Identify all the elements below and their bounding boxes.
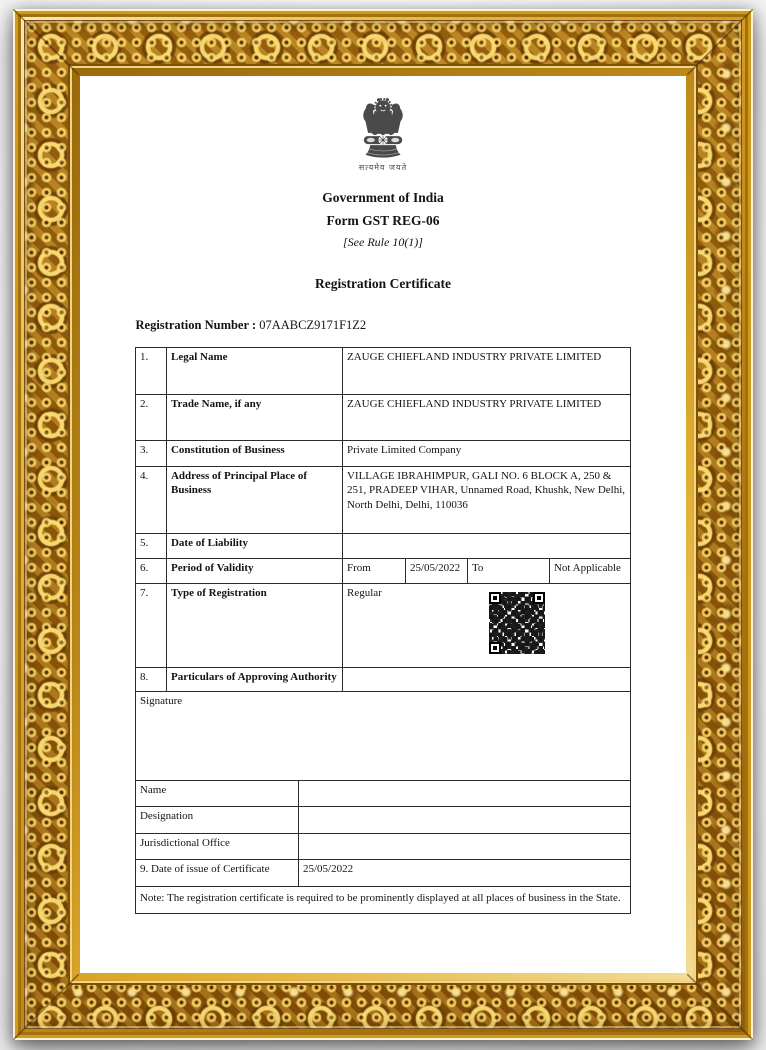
row-number: 5.	[135, 534, 166, 559]
row-value: Private Limited Company	[342, 441, 630, 467]
table-row-registration-type	[135, 584, 630, 668]
qr-code	[489, 592, 545, 654]
date-of-issue-value: 25/05/2022	[298, 860, 630, 887]
designation-value	[298, 807, 630, 834]
registration-number-value: 07AABCZ9171F1Z2	[259, 318, 367, 332]
row-number: 6.	[135, 559, 166, 584]
table-row	[135, 348, 630, 395]
qr-finder-icon	[489, 592, 501, 604]
name-label: Name	[135, 781, 298, 807]
certificate-title: Registration Certificate	[314, 276, 452, 291]
registration-number-line	[136, 318, 631, 333]
row-value	[342, 534, 630, 559]
validity-from-label: From	[342, 559, 405, 584]
signature-table	[135, 691, 631, 914]
jurisdictional-office-label: Jurisdictional Office	[135, 834, 298, 860]
note-row	[135, 887, 630, 914]
name-row	[135, 781, 630, 807]
date-of-issue-label: 9. Date of issue of Certificate	[135, 860, 298, 887]
row-label: Legal Name	[166, 348, 342, 395]
table-row	[135, 467, 630, 534]
validity-to-label: To	[467, 559, 549, 584]
details-table	[135, 347, 631, 692]
designation-row	[135, 807, 630, 834]
row-label: Type of Registration	[166, 584, 342, 668]
table-row-validity	[135, 559, 630, 584]
row-label: Trade Name, if any	[166, 395, 342, 441]
note-text: Note: The registration certificate is required to be prominently displayed at all places of business in the State.	[135, 887, 630, 914]
ashoka-emblem-icon	[351, 94, 415, 160]
frame-inner-lip	[68, 64, 698, 985]
validity-from-date: 25/05/2022	[405, 559, 467, 584]
qr-finder-icon	[489, 642, 501, 654]
table-row	[135, 534, 630, 559]
validity-to-value: Not Applicable	[549, 559, 630, 584]
row-number: 2.	[135, 395, 166, 441]
emblem-motto: सत्यमेव जयते	[358, 163, 408, 172]
row-value: ZAUGE CHIEFLAND INDUSTRY PRIVATE LIMITED	[342, 395, 630, 441]
jurisdictional-office-row	[135, 834, 630, 860]
government-title: Government of India	[322, 190, 444, 205]
name-value	[298, 781, 630, 807]
table-row	[135, 395, 630, 441]
signature-row	[135, 692, 630, 781]
form-title: Form GST REG-06	[326, 213, 440, 228]
row-number: 8.	[135, 668, 166, 692]
row-label: Date of Liability	[166, 534, 342, 559]
row-label: Particulars of Approving Authority	[166, 668, 342, 692]
certificate-page	[80, 76, 686, 973]
jurisdictional-office-value	[298, 834, 630, 860]
row-number: 1.	[135, 348, 166, 395]
registration-type-value: Regular	[346, 587, 382, 599]
date-of-issue-row	[135, 860, 630, 887]
frame-ornate-band	[24, 20, 742, 1029]
qr-finder-icon	[533, 592, 545, 604]
row-number: 7.	[135, 584, 166, 668]
row-value	[342, 668, 630, 692]
rule-reference: [See Rule 10(1)]	[343, 235, 423, 249]
picture-frame	[13, 9, 753, 1040]
row-number: 4.	[135, 467, 166, 534]
emblem-block	[80, 94, 686, 173]
table-row	[135, 441, 630, 467]
row-value: VILLAGE IBRAHIMPUR, GALI NO. 6 BLOCK A, 250 & 251, PRADEEP VIHAR, Unnamed Road, Khushk, New Delhi, North Delhi, Delhi, 110036	[342, 467, 630, 534]
row-value-cell	[342, 584, 630, 668]
row-label: Constitution of Business	[166, 441, 342, 467]
signature-cell: Signature	[135, 692, 630, 781]
row-label: Period of Validity	[166, 559, 342, 584]
registration-number-label: Registration Number :	[135, 318, 257, 332]
row-value: ZAUGE CHIEFLAND INDUSTRY PRIVATE LIMITED	[342, 348, 630, 395]
row-label: Address of Principal Place of Business	[166, 467, 342, 534]
table-row	[135, 668, 630, 692]
designation-label: Designation	[135, 807, 298, 834]
row-number: 3.	[135, 441, 166, 467]
